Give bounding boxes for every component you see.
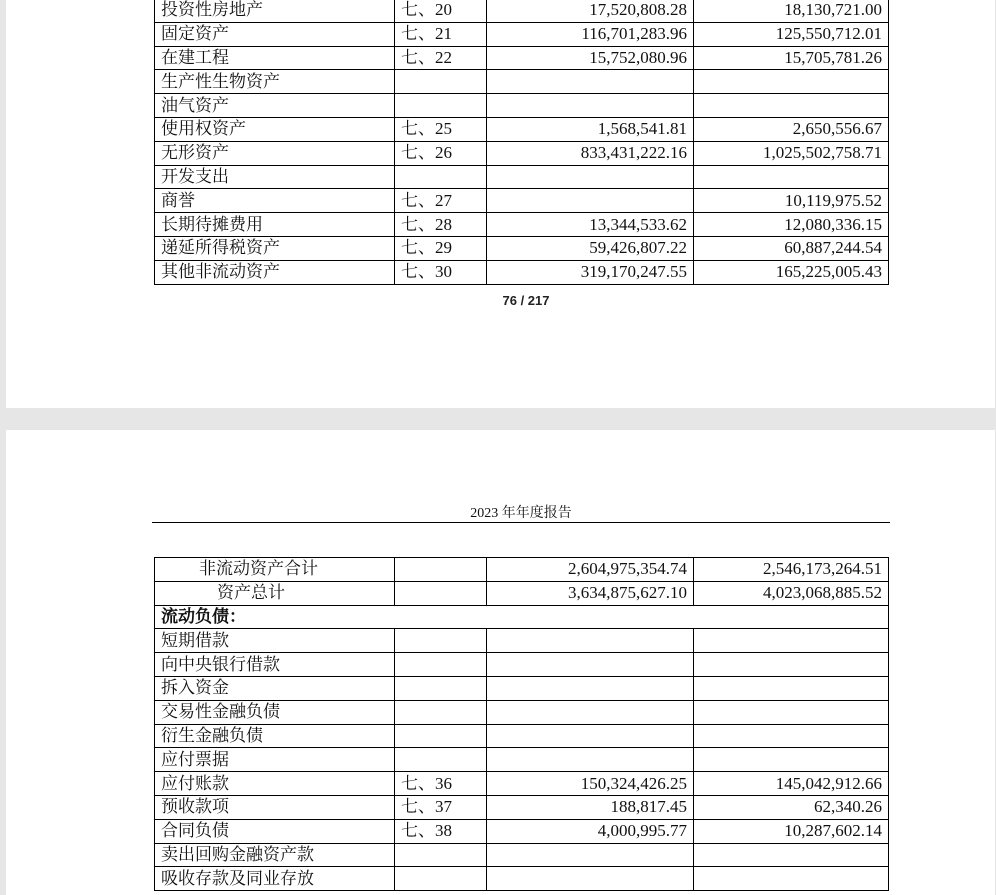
row-item-label: 合同负债 [155,819,395,843]
row-item-label: 投资性房地产 [155,0,395,22]
row-previous-amount: 2,650,556.67 [694,117,889,141]
document-page-top [6,0,995,408]
table-row [155,724,889,748]
row-item-label: 生产性生物资产 [155,70,395,94]
row-previous-amount [694,676,889,700]
row-previous-amount: 2,546,173,264.51 [694,558,889,582]
table-row [155,843,889,867]
table-row [155,22,889,46]
balance-sheet-table-bottom [154,557,889,891]
row-note: 七、37 [395,795,487,819]
row-previous-amount [694,653,889,677]
row-current-amount [487,165,694,189]
row-note: 七、29 [395,236,487,260]
row-current-amount: 59,426,807.22 [487,236,694,260]
row-item-label: 卖出回购金融资产款 [155,843,395,867]
row-item-label: 资产总计 [155,581,395,605]
table-row-total [155,581,889,605]
row-note [395,843,487,867]
table-row-total [155,558,889,582]
row-note: 七、28 [395,213,487,237]
table-row [155,676,889,700]
row-item-label: 在建工程 [155,46,395,70]
row-current-amount: 4,000,995.77 [487,819,694,843]
row-note: 七、27 [395,189,487,213]
row-current-amount: 150,324,426.25 [487,772,694,796]
row-note [395,94,487,118]
row-current-amount: 3,634,875,627.10 [487,581,694,605]
row-current-amount [487,748,694,772]
table-row [155,867,889,891]
row-item-label: 交易性金融负债 [155,700,395,724]
row-item-label: 使用权资产 [155,117,395,141]
row-item-label: 开发支出 [155,165,395,189]
row-previous-amount: 1,025,502,758.71 [694,141,889,165]
row-item-label: 向中央银行借款 [155,653,395,677]
row-note [395,629,487,653]
table-row [155,795,889,819]
row-note [395,653,487,677]
row-current-amount: 15,752,080.96 [487,46,694,70]
row-item-label: 应付账款 [155,772,395,796]
row-note [395,558,487,582]
row-item-label: 其他非流动资产 [155,260,395,284]
balance-sheet-table-top [154,0,889,285]
row-previous-amount: 10,119,975.52 [694,189,889,213]
row-previous-amount: 145,042,912.66 [694,772,889,796]
row-current-amount: 116,701,283.96 [487,22,694,46]
row-previous-amount: 15,705,781.26 [694,46,889,70]
row-current-amount [487,629,694,653]
row-previous-amount [694,843,889,867]
table-row [155,70,889,94]
row-current-amount: 319,170,247.55 [487,260,694,284]
table-row [155,700,889,724]
row-note: 七、25 [395,117,487,141]
table-row [155,819,889,843]
row-current-amount: 2,604,975,354.74 [487,558,694,582]
table-row [155,141,889,165]
row-current-amount: 13,344,533.62 [487,213,694,237]
row-current-amount [487,724,694,748]
table-row [155,260,889,284]
table-row [155,189,889,213]
report-header-title: 2023 年年度报告 [470,506,572,521]
row-current-amount [487,676,694,700]
section-header-row [155,605,889,629]
row-current-amount [487,867,694,891]
row-previous-amount: 62,340.26 [694,795,889,819]
row-item-label: 应付票据 [155,748,395,772]
row-note [395,70,487,94]
row-previous-amount: 60,887,244.54 [694,236,889,260]
row-current-amount: 17,520,808.28 [487,0,694,22]
row-note [395,724,487,748]
row-current-amount [487,189,694,213]
row-previous-amount: 18,130,721.00 [694,0,889,22]
row-note: 七、20 [395,0,487,22]
row-note: 七、30 [395,260,487,284]
row-item-label: 长期待摊费用 [155,213,395,237]
row-previous-amount [694,94,889,118]
table-row [155,94,889,118]
table-row [155,748,889,772]
table-row [155,117,889,141]
row-item-label: 短期借款 [155,629,395,653]
row-current-amount [487,843,694,867]
table-row [155,0,889,22]
row-previous-amount [694,70,889,94]
row-note: 七、36 [395,772,487,796]
row-note [395,165,487,189]
row-note [395,676,487,700]
row-previous-amount: 165,225,005.43 [694,260,889,284]
row-current-amount: 833,431,222.16 [487,141,694,165]
row-item-label: 油气资产 [155,94,395,118]
row-previous-amount: 12,080,336.15 [694,213,889,237]
row-note: 七、38 [395,819,487,843]
row-previous-amount [694,629,889,653]
row-previous-amount: 125,550,712.01 [694,22,889,46]
row-item-label: 吸收存款及同业存放 [155,867,395,891]
row-previous-amount: 10,287,602.14 [694,819,889,843]
row-item-label: 非流动资产合计 [155,558,395,582]
row-current-amount: 1,568,541.81 [487,117,694,141]
row-item-label: 衍生金融负债 [155,724,395,748]
row-item-label: 商誉 [155,189,395,213]
table-row [155,46,889,70]
row-previous-amount: 4,023,068,885.52 [694,581,889,605]
row-item-label: 递延所得税资产 [155,236,395,260]
header-divider [152,522,890,523]
row-previous-amount [694,165,889,189]
row-previous-amount [694,700,889,724]
row-current-amount [487,70,694,94]
row-item-label: 固定资产 [155,22,395,46]
row-note [395,748,487,772]
row-current-amount [487,700,694,724]
table-row [155,629,889,653]
row-note [395,700,487,724]
row-current-amount [487,94,694,118]
row-current-amount: 188,817.45 [487,795,694,819]
page-number: 76 / 217 [502,293,550,308]
row-note [395,581,487,605]
row-note: 七、22 [395,46,487,70]
table-row [155,213,889,237]
row-note: 七、26 [395,141,487,165]
table-row [155,165,889,189]
row-previous-amount [694,867,889,891]
document-page-bottom [6,430,995,895]
table-row [155,653,889,677]
row-item-label: 拆入资金 [155,676,395,700]
section-title: 流动负债： [155,605,889,629]
row-previous-amount [694,748,889,772]
row-note [395,867,487,891]
table-row [155,236,889,260]
row-note: 七、21 [395,22,487,46]
row-previous-amount [694,724,889,748]
row-current-amount [487,653,694,677]
row-item-label: 无形资产 [155,141,395,165]
row-item-label: 预收款项 [155,795,395,819]
table-row [155,772,889,796]
